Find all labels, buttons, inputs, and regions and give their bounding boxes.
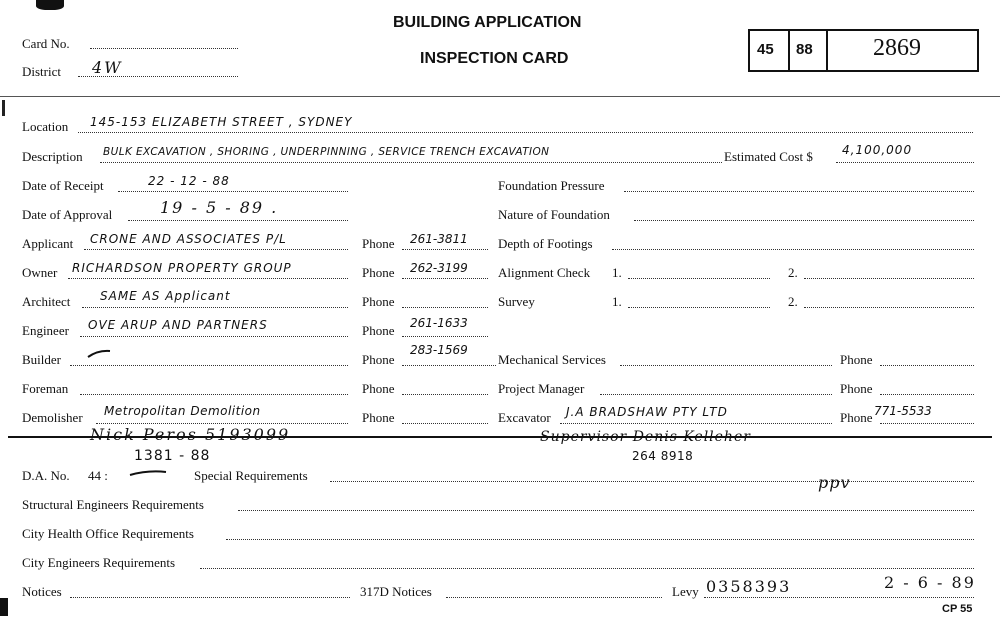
- scan-mark-corner: [0, 598, 8, 616]
- header-edge: [0, 96, 1000, 97]
- owner-phone-label: Phone: [362, 265, 395, 280]
- box-divider-1: [788, 31, 790, 70]
- alignment-one-label: 1.: [612, 265, 622, 280]
- architect-value: SAME AS Applicant: [100, 289, 231, 303]
- builder-line: [70, 365, 348, 366]
- special-line: [330, 481, 974, 482]
- applicant-value: CRONE AND ASSOCIATES P/L: [90, 232, 287, 246]
- description-line: [100, 162, 722, 163]
- structural-line: [238, 510, 974, 511]
- applicant-phone-line: [402, 249, 488, 250]
- title-line-1: BUILDING APPLICATION: [393, 14, 582, 31]
- estimated-cost-value: 4,100,000: [842, 143, 913, 157]
- card-no-line: [90, 48, 238, 49]
- alignment-one-line: [628, 278, 770, 279]
- excavator-label: Excavator: [498, 410, 551, 425]
- box-number: 2869: [873, 35, 921, 61]
- owner-value: RICHARDSON PROPERTY GROUP: [72, 261, 292, 275]
- architect-label: Architect: [22, 294, 71, 309]
- scan-mark-top: [36, 0, 64, 10]
- excavator-phone: 771-5533: [874, 404, 932, 418]
- da-prefix: 44 :: [88, 468, 108, 483]
- project-manager-label: Project Manager: [498, 381, 585, 396]
- levy-value: 0358393: [706, 577, 792, 596]
- levy-label: Levy: [672, 584, 699, 599]
- special-label: Special Requirements: [194, 468, 308, 483]
- owner-label: Owner: [22, 265, 58, 280]
- nature-foundation-label: Nature of Foundation: [498, 207, 610, 222]
- location-line: [78, 132, 973, 133]
- engineer-phone-label: Phone: [362, 323, 395, 338]
- district-label: District: [22, 64, 61, 79]
- estimated-cost-label: Estimated Cost $: [724, 149, 813, 164]
- scan-mark-left: [2, 100, 5, 116]
- project-manager-phone-label: Phone: [840, 381, 873, 396]
- nature-foundation-line: [634, 220, 974, 221]
- date-receipt-line: [118, 191, 348, 192]
- engineer-value: OVE ARUP AND PARTNERS: [88, 318, 268, 332]
- notices-317d-label: 317D Notices: [360, 584, 432, 599]
- architect-line: [82, 307, 348, 308]
- notices-317d-line: [446, 597, 662, 598]
- applicant-label: Applicant: [22, 236, 74, 251]
- builder-label: Builder: [22, 352, 61, 367]
- demolisher-line: [96, 423, 348, 424]
- foreman-phone-line: [402, 394, 488, 395]
- demolisher-note: Nick Peros 5193099: [90, 425, 291, 444]
- da-value: 1381 - 88: [134, 448, 211, 464]
- health-line: [226, 539, 974, 540]
- estimated-cost-line: [836, 162, 974, 163]
- demolisher-phone-line: [402, 423, 488, 424]
- notices-line: [70, 597, 350, 598]
- owner-phone: 262-3199: [410, 261, 468, 275]
- demolisher-value: Metropolitan Demolition: [104, 404, 261, 418]
- survey-two-label: 2.: [788, 294, 798, 309]
- excavator-phone-line: [880, 423, 974, 424]
- survey-two-line: [804, 307, 974, 308]
- builder-phone-line: [402, 365, 496, 366]
- date-approval-line: [128, 220, 348, 221]
- initials: ppv: [818, 473, 851, 492]
- foreman-line: [80, 394, 348, 395]
- survey-label: Survey: [498, 294, 535, 309]
- engineer-label: Engineer: [22, 323, 69, 338]
- box-a: 45: [757, 41, 774, 58]
- city-eng-label: City Engineers Requirements: [22, 555, 176, 570]
- reference-box: [748, 29, 979, 72]
- date-receipt-label: Date of Receipt: [22, 178, 104, 193]
- health-label: City Health Office Requirements: [22, 526, 194, 541]
- city-eng-line: [200, 568, 974, 569]
- mechanical-phone-line: [880, 365, 974, 366]
- levy-line: [704, 597, 974, 598]
- foreman-label: Foreman: [22, 381, 69, 396]
- demolisher-phone-label: Phone: [362, 410, 395, 425]
- alignment-label: Alignment Check: [498, 265, 591, 280]
- architect-phone-label: Phone: [362, 294, 395, 309]
- excavator-phone-label: Phone: [840, 410, 873, 425]
- project-manager-line: [600, 394, 832, 395]
- date-value: 2 - 6 - 89: [884, 573, 976, 592]
- demolisher-label: Demolisher: [22, 410, 83, 425]
- supervisor-phone: 264 8918: [632, 449, 694, 463]
- date-approval-label: Date of Approval: [22, 207, 113, 222]
- builder-phone-label: Phone: [362, 352, 395, 367]
- date-receipt-value: 22 - 12 - 88: [148, 174, 230, 188]
- location-label: Location: [22, 119, 69, 134]
- card-no-label: Card No.: [22, 36, 70, 51]
- depth-footings-line: [612, 249, 974, 250]
- survey-one-label: 1.: [612, 294, 622, 309]
- owner-line: [68, 278, 348, 279]
- architect-phone-line: [402, 307, 488, 308]
- project-manager-phone-line: [880, 394, 974, 395]
- da-label: D.A. No.: [22, 468, 70, 483]
- supervisor-note: Supervisor Denis Kelleher: [540, 429, 751, 445]
- title-line-2: INSPECTION CARD: [420, 50, 569, 67]
- da-dash-mark: [128, 468, 168, 478]
- mechanical-phone-label: Phone: [840, 352, 873, 367]
- excavator-value: J.A BRADSHAW PTY LTD: [566, 405, 728, 419]
- description-label: Description: [22, 149, 83, 164]
- alignment-two-line: [804, 278, 974, 279]
- mechanical-label: Mechanical Services: [498, 352, 606, 367]
- engineer-line: [80, 336, 348, 337]
- builder-dash-mark: [86, 348, 112, 360]
- foreman-phone-label: Phone: [362, 381, 395, 396]
- excavator-line: [560, 423, 832, 424]
- foundation-pressure-label: Foundation Pressure: [498, 178, 605, 193]
- applicant-line: [84, 249, 348, 250]
- owner-phone-line: [402, 278, 488, 279]
- box-b: 88: [796, 41, 813, 58]
- applicant-phone: 261-3811: [410, 232, 468, 246]
- depth-footings-label: Depth of Footings: [498, 236, 593, 251]
- survey-one-line: [628, 307, 770, 308]
- box-divider-2: [826, 31, 828, 70]
- notices-label: Notices: [22, 584, 62, 599]
- form-code: CP 55: [942, 603, 973, 615]
- foundation-pressure-line: [624, 191, 974, 192]
- builder-phone: 283-1569: [410, 343, 468, 357]
- structural-label: Structural Engineers Requirements: [22, 497, 204, 512]
- date-approval-value: 19 - 5 - 89 .: [160, 198, 279, 217]
- district-value: 4W: [92, 58, 123, 77]
- engineer-phone: 261-1633: [410, 316, 468, 330]
- mechanical-line: [620, 365, 832, 366]
- alignment-two-label: 2.: [788, 265, 798, 280]
- description-value: BULK EXCAVATION , SHORING , UNDERPINNING , SERVICE TRENCH EXCAVATION: [103, 146, 550, 158]
- applicant-phone-label: Phone: [362, 236, 395, 251]
- location-value: 145-153 ELIZABETH STREET , SYDNEY: [90, 115, 353, 129]
- engineer-phone-line: [402, 336, 488, 337]
